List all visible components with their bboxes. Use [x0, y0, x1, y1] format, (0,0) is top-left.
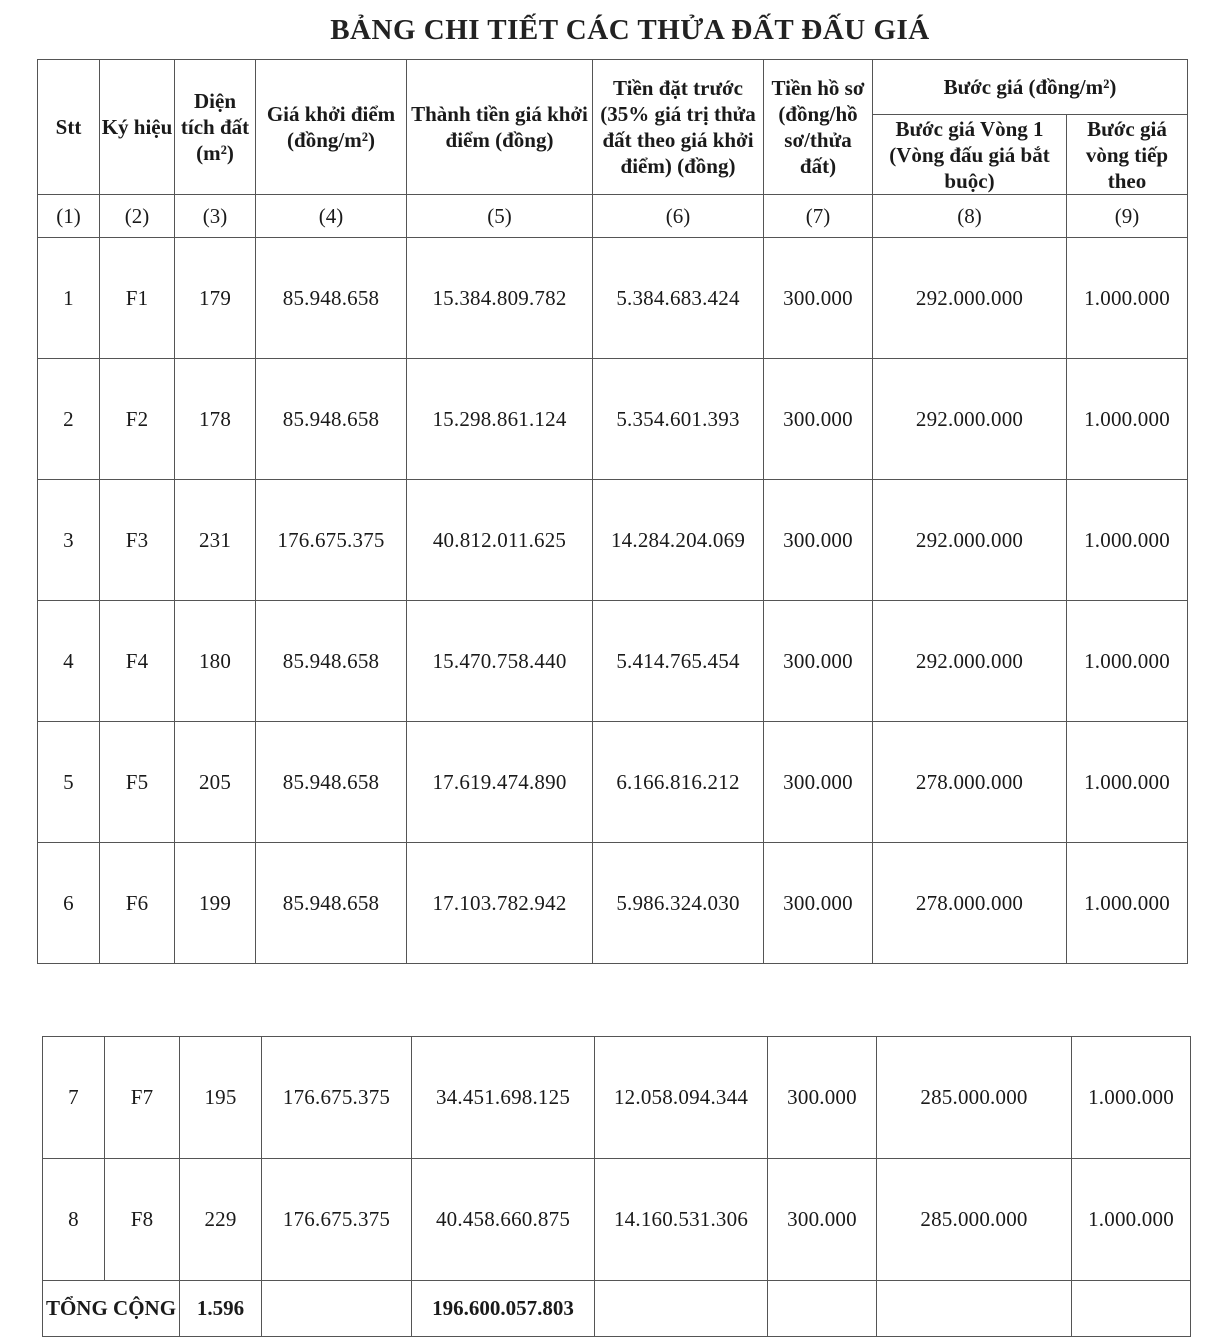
cell-buoc-gia-vong1: 292.000.000	[873, 359, 1067, 480]
table-row	[38, 359, 1188, 480]
column-number: (1)	[38, 195, 100, 238]
cell-dien-tich: 179	[175, 238, 256, 359]
cell-stt: 6	[38, 843, 100, 964]
cell-gia-khoi-diem: 176.675.375	[262, 1159, 412, 1281]
cell-thanh-tien: 15.298.861.124	[407, 359, 593, 480]
total-dien-tich: 1.596	[180, 1281, 262, 1337]
cell-gia-khoi-diem: 85.948.658	[256, 722, 407, 843]
header-tien-dat-truoc: Tiền đặt trước (35% giá trị thửa đất theo giá khởi điểm) (đồng)	[593, 60, 764, 195]
cell-stt: 7	[43, 1037, 105, 1159]
cell-stt: 5	[38, 722, 100, 843]
cell-ky-hieu: F2	[100, 359, 175, 480]
cell-thanh-tien: 40.458.660.875	[412, 1159, 595, 1281]
header-gia-khoi-diem: Giá khởi điểm (đồng/m²)	[256, 60, 407, 195]
cell-gia-khoi-diem: 85.948.658	[256, 238, 407, 359]
cell-stt: 8	[43, 1159, 105, 1281]
table-row	[38, 480, 1188, 601]
cell-ky-hieu: F8	[105, 1159, 180, 1281]
column-number: (5)	[407, 195, 593, 238]
cell-buoc-gia-vong1: 285.000.000	[877, 1159, 1072, 1281]
table-row	[38, 722, 1188, 843]
cell-tien-ho-so: 300.000	[768, 1159, 877, 1281]
table-row	[38, 601, 1188, 722]
column-number: (7)	[764, 195, 873, 238]
cell-tien-ho-so: 300.000	[764, 722, 873, 843]
cell-thanh-tien: 40.812.011.625	[407, 480, 593, 601]
cell-tien-dat-truoc: 5.384.683.424	[593, 238, 764, 359]
total-empty-cell	[595, 1281, 768, 1337]
cell-ky-hieu: F1	[100, 238, 175, 359]
total-row	[43, 1281, 1191, 1337]
cell-buoc-gia-tiep-theo: 1.000.000	[1072, 1037, 1191, 1159]
total-thanh-tien: 196.600.057.803	[412, 1281, 595, 1337]
cell-tien-dat-truoc: 12.058.094.344	[595, 1037, 768, 1159]
cell-tien-ho-so: 300.000	[764, 359, 873, 480]
header-buoc-gia-vong1: Bước giá Vòng 1 (Vòng đấu giá bắt buộc)	[873, 115, 1067, 195]
cell-dien-tich: 178	[175, 359, 256, 480]
cell-buoc-gia-vong1: 278.000.000	[873, 843, 1067, 964]
column-number: (6)	[593, 195, 764, 238]
total-empty-cell	[768, 1281, 877, 1337]
cell-thanh-tien: 15.384.809.782	[407, 238, 593, 359]
column-number: (8)	[873, 195, 1067, 238]
column-number: (2)	[100, 195, 175, 238]
table-row	[43, 1037, 1191, 1159]
cell-buoc-gia-tiep-theo: 1.000.000	[1067, 601, 1188, 722]
cell-tien-ho-so: 300.000	[764, 480, 873, 601]
cell-stt: 1	[38, 238, 100, 359]
total-label: TỔNG CỘNG	[43, 1281, 180, 1337]
column-number: (4)	[256, 195, 407, 238]
header-buoc-gia: Bước giá (đồng/m²)	[873, 60, 1188, 115]
cell-tien-dat-truoc: 5.414.765.454	[593, 601, 764, 722]
header-tien-ho-so: Tiền hồ sơ (đồng/hồ sơ/thửa đất)	[764, 60, 873, 195]
header-thanh-tien: Thành tiền giá khởi điểm (đồng)	[407, 60, 593, 195]
cell-tien-ho-so: 300.000	[764, 238, 873, 359]
cell-dien-tich: 229	[180, 1159, 262, 1281]
header-dien-tich: Diện tích đất (m²)	[175, 60, 256, 195]
cell-ky-hieu: F4	[100, 601, 175, 722]
auction-lots-table	[37, 59, 1188, 964]
cell-buoc-gia-tiep-theo: 1.000.000	[1067, 480, 1188, 601]
cell-buoc-gia-vong1: 285.000.000	[877, 1037, 1072, 1159]
cell-ky-hieu: F7	[105, 1037, 180, 1159]
cell-buoc-gia-tiep-theo: 1.000.000	[1067, 722, 1188, 843]
table-row	[38, 238, 1188, 359]
column-number: (9)	[1067, 195, 1188, 238]
header-ky-hieu: Ký hiệu	[100, 60, 175, 195]
cell-dien-tich: 195	[180, 1037, 262, 1159]
cell-dien-tich: 205	[175, 722, 256, 843]
table-row	[38, 843, 1188, 964]
total-empty-cell	[262, 1281, 412, 1337]
cell-thanh-tien: 17.103.782.942	[407, 843, 593, 964]
cell-gia-khoi-diem: 85.948.658	[256, 359, 407, 480]
auction-lots-table-continued	[42, 1036, 1191, 1337]
cell-tien-dat-truoc: 14.284.204.069	[593, 480, 764, 601]
cell-buoc-gia-tiep-theo: 1.000.000	[1072, 1159, 1191, 1281]
cell-ky-hieu: F5	[100, 722, 175, 843]
cell-dien-tich: 199	[175, 843, 256, 964]
cell-buoc-gia-vong1: 292.000.000	[873, 480, 1067, 601]
cell-buoc-gia-tiep-theo: 1.000.000	[1067, 238, 1188, 359]
page-title: BẢNG CHI TIẾT CÁC THỬA ĐẤT ĐẤU GIÁ	[330, 14, 930, 46]
cell-ky-hieu: F3	[100, 480, 175, 601]
header-stt: Stt	[38, 60, 100, 195]
total-empty-cell	[1072, 1281, 1191, 1337]
cell-dien-tich: 231	[175, 480, 256, 601]
cell-tien-ho-so: 300.000	[764, 843, 873, 964]
cell-buoc-gia-tiep-theo: 1.000.000	[1067, 359, 1188, 480]
cell-thanh-tien: 15.470.758.440	[407, 601, 593, 722]
cell-gia-khoi-diem: 85.948.658	[256, 601, 407, 722]
column-number: (3)	[175, 195, 256, 238]
cell-buoc-gia-vong1: 292.000.000	[873, 601, 1067, 722]
cell-thanh-tien: 17.619.474.890	[407, 722, 593, 843]
total-empty-cell	[877, 1281, 1072, 1337]
cell-stt: 4	[38, 601, 100, 722]
cell-tien-ho-so: 300.000	[768, 1037, 877, 1159]
cell-buoc-gia-vong1: 278.000.000	[873, 722, 1067, 843]
column-number-row	[38, 195, 1188, 238]
cell-tien-dat-truoc: 14.160.531.306	[595, 1159, 768, 1281]
cell-tien-dat-truoc: 5.354.601.393	[593, 359, 764, 480]
cell-thanh-tien: 34.451.698.125	[412, 1037, 595, 1159]
cell-ky-hieu: F6	[100, 843, 175, 964]
cell-dien-tich: 180	[175, 601, 256, 722]
cell-gia-khoi-diem: 176.675.375	[256, 480, 407, 601]
table-row	[43, 1159, 1191, 1281]
cell-tien-dat-truoc: 5.986.324.030	[593, 843, 764, 964]
cell-stt: 3	[38, 480, 100, 601]
cell-tien-ho-so: 300.000	[764, 601, 873, 722]
cell-gia-khoi-diem: 176.675.375	[262, 1037, 412, 1159]
cell-gia-khoi-diem: 85.948.658	[256, 843, 407, 964]
cell-stt: 2	[38, 359, 100, 480]
cell-tien-dat-truoc: 6.166.816.212	[593, 722, 764, 843]
cell-buoc-gia-tiep-theo: 1.000.000	[1067, 843, 1188, 964]
header-buoc-gia-tiep-theo: Bước giá vòng tiếp theo	[1067, 115, 1188, 195]
cell-buoc-gia-vong1: 292.000.000	[873, 238, 1067, 359]
